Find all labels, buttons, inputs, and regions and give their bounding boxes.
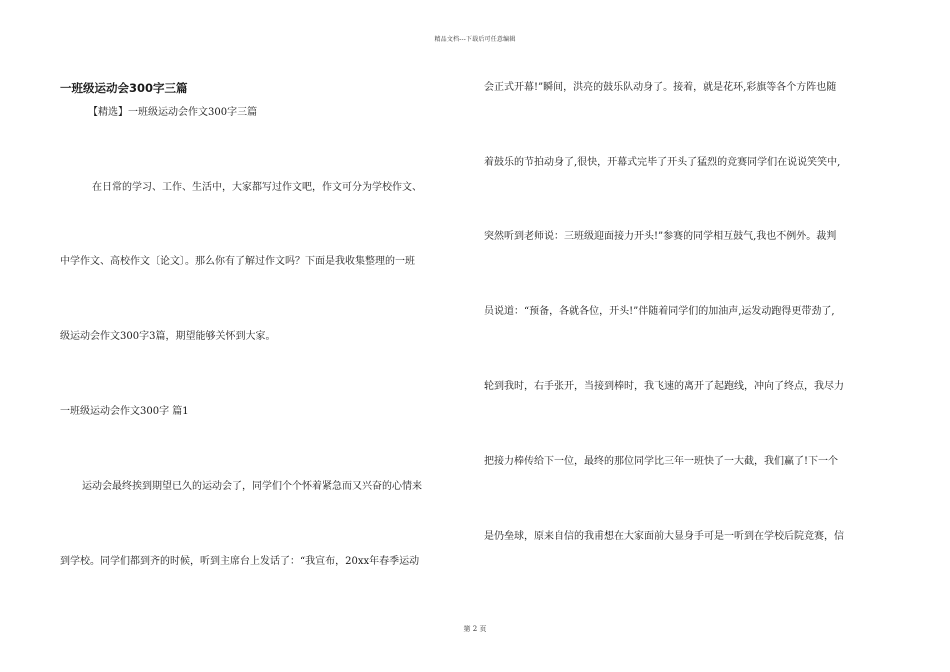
body-line: 是仍垒球，原来自信的我甫想在大家面前大显身手可是一听到在学校后院竞赛，信 (484, 531, 844, 542)
document-subtitle: 【精选】一班级运动会作文300字三篇 (88, 107, 258, 118)
body-line: 突然听到老师说：三班级迎面接力开头!”参赛的同学相互鼓气,我也不例外。裁判 (484, 231, 837, 242)
body-line: 轮到我时，右手张开，当接到棒时，我飞速的离开了起跑线，冲向了终点，我尽力 (484, 381, 844, 392)
header-note: 精品文档---下载后可任意编辑 (434, 36, 516, 43)
intro-line: 级运动会作文300字3篇，期望能够关怀到大家。 (60, 331, 276, 342)
intro-line: 中学作文、高校作文〔论文〕。那么你有了解过作文吗？下面是我收集整理的一班 (60, 256, 415, 267)
body-line: 把接力棒传给下一位，最终的那位同学比三年一班快了一大截，我们赢了!下一个 (484, 456, 839, 467)
body-line: 会正式开幕!”瞬间，洪亮的鼓乐队动身了。接着，就是花环,彩旗等各个方阵也随 (484, 82, 837, 93)
body-line: 到学校。同学们都到齐的时候，听到主席台上发话了：“我宣布，20xx年春季运动 (60, 556, 420, 567)
page-number: 第 2 页 (463, 625, 487, 633)
intro-line: 在日常的学习、工作、生活中，大家都写过作文吧，作文可分为学校作文、 (92, 182, 422, 193)
section-heading: 一班级运动会作文300字 篇1 (60, 406, 189, 417)
body-line: 员说道：“预备，各就各位，开头!”伴随着同学们的加油声,运发动跑得更带劲了, (484, 306, 835, 317)
body-line: 运动会最终挨到期望已久的运动会了，同学们个个怀着紧急而又兴奋的心情来 (82, 481, 422, 492)
body-line: 着鼓乐的节拍动身了,很快，开幕式完毕了开头了猛烈的竞赛同学们在说说笑笑中, (484, 157, 841, 168)
document-title: 一班级运动会300字三篇 (60, 81, 188, 95)
